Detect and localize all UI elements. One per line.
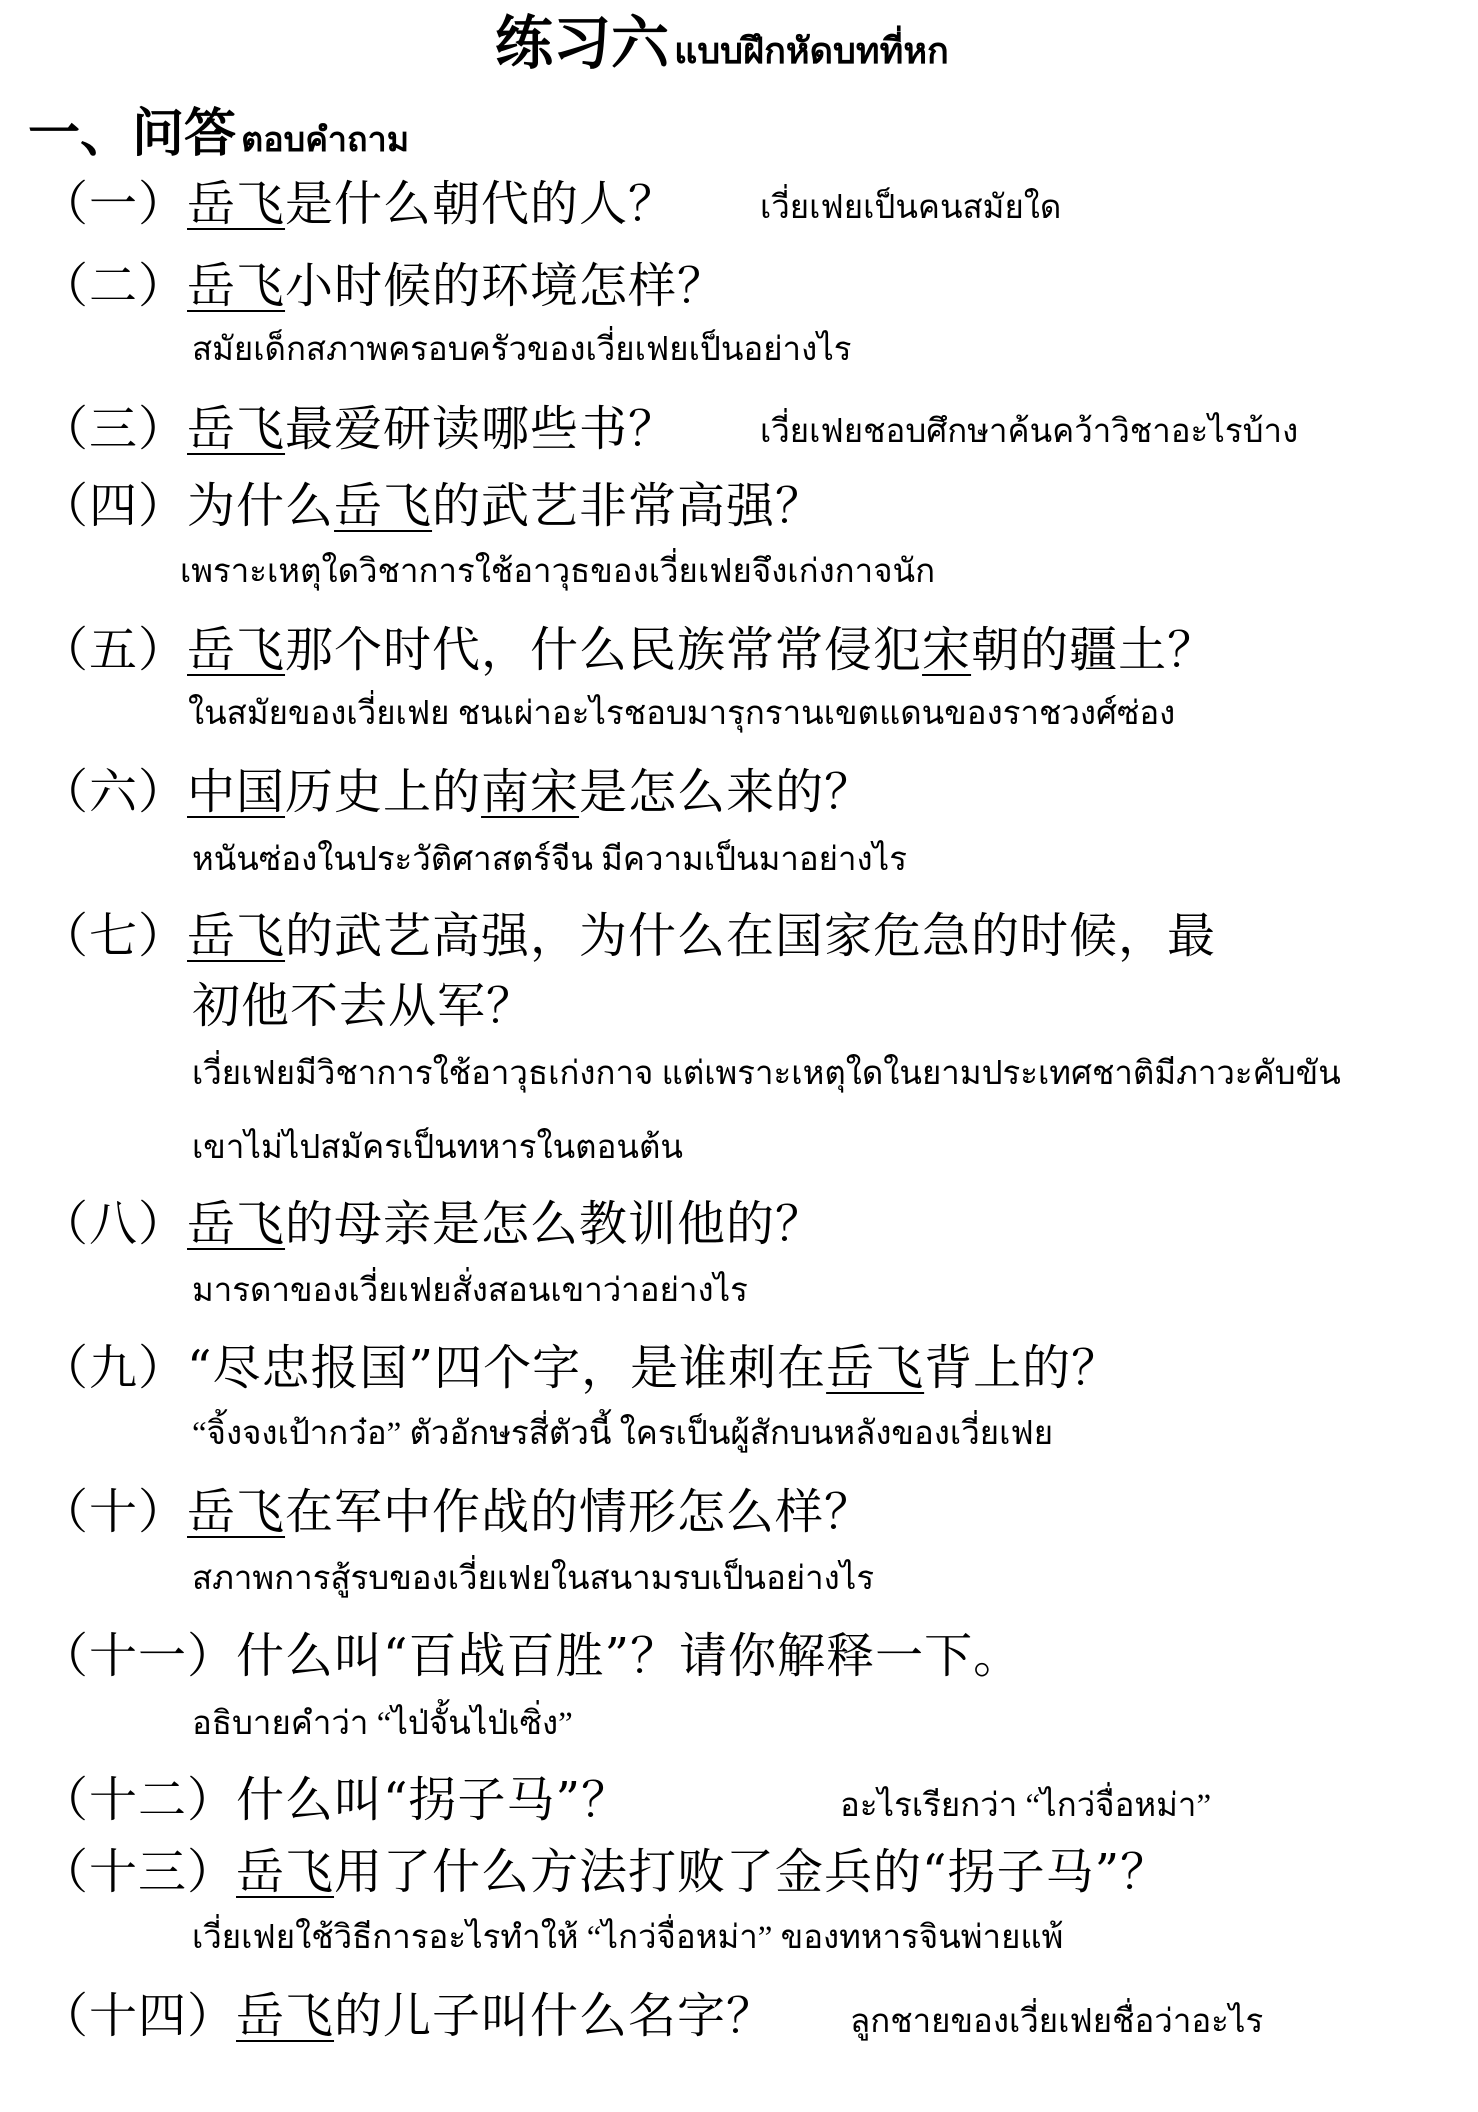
- proper-noun: 岳飞: [187, 908, 286, 964]
- question-text: 的武艺高强，为什么在国家危急的时候，最: [285, 908, 1217, 964]
- question-number: （十二）: [40, 1772, 237, 1828]
- question-text: 历史上的: [285, 764, 482, 820]
- title-chinese: 练习六: [495, 9, 670, 77]
- question-9-thai: “จิ้งจงเป้ากว๋อ” ตัวอักษรสี่ตัวนี้ ใครเป็นผู้สักบนหลังของเวี่ยเฟย: [192, 1416, 1054, 1452]
- question-text: “尽忠报国”四个字，是谁刺在: [187, 1340, 827, 1396]
- question-11-thai: อธิบายคำว่า “ไป่จั้นไป่เซิ่ง”: [192, 1706, 573, 1742]
- question-number: （十）: [40, 1484, 188, 1540]
- question-text: 的儿子叫什么名字？: [334, 1988, 776, 2044]
- proper-noun: 岳飞: [236, 1844, 335, 1900]
- proper-noun: 岳飞: [187, 1484, 286, 1540]
- question-4: [40, 478, 825, 534]
- question-8-thai: มารดาของเวี่ยเฟยสั่งสอนเขาว่าอย่างไร: [192, 1273, 748, 1309]
- question-number: （九）: [40, 1340, 188, 1396]
- question-number: （十一）: [40, 1628, 237, 1684]
- question-14-thai: ลูกชายของเวี่ยเฟยชื่อว่าอะไร: [850, 2004, 1264, 2040]
- question-number: （八）: [40, 1196, 188, 1252]
- question-7: [40, 908, 1217, 964]
- question-10: [40, 1484, 874, 1540]
- question-12: [40, 1772, 631, 1828]
- section-heading: [28, 103, 410, 164]
- question-text: 是怎么来的？: [579, 764, 874, 820]
- question-text: 什么叫“百战百胜”？请你解释一下。: [236, 1628, 1023, 1684]
- question-6: [40, 764, 874, 820]
- question-number: （十四）: [40, 1988, 237, 2044]
- question-text: 背上的？: [924, 1340, 1121, 1396]
- question-1-thai: เวี่ยเฟยเป็นคนสมัยใด: [760, 190, 1062, 226]
- question-number: （一）: [40, 176, 188, 232]
- question-8: [40, 1196, 825, 1252]
- question-number: （五）: [40, 622, 188, 678]
- page-title: [495, 9, 949, 77]
- question-text: 为什么: [187, 478, 335, 534]
- question-2: [40, 258, 727, 314]
- question-7-continuation: 初他不去从军？: [192, 978, 536, 1034]
- proper-noun: 宋: [922, 622, 972, 678]
- question-5-thai: ในสมัยของเวี่ยเฟย ชนเผ่าอะไรชอบมารุกรานเขตแดนของราชวงศ์ซ่อง: [188, 696, 1176, 732]
- question-text: 朝的疆土？: [971, 622, 1217, 678]
- question-7-thai-line2: เขาไม่ไปสมัครเป็นทหารในตอนต้น: [192, 1130, 683, 1166]
- question-text: 的武艺非常高强？: [432, 478, 825, 534]
- question-5: [40, 622, 1217, 678]
- question-text: 什么叫“拐子马”？: [236, 1772, 631, 1828]
- proper-noun: 岳飞: [187, 176, 286, 232]
- question-text: 最爱研读哪些书？: [285, 401, 678, 457]
- proper-noun: 南宋: [481, 764, 580, 820]
- question-14: [40, 1988, 776, 2044]
- question-13-thai: เวี่ยเฟยใช้วิธีการอะไรทำให้ “ไกว่จื่อหม่า” ของทหารจินพ่ายแพ้: [192, 1920, 1064, 1956]
- question-7-thai: เวี่ยเฟยมีวิชาการใช้อาวุธเก่งกาจ แต่เพราะเหตุใดในยามประเทศชาติมีภาวะคับขัน: [192, 1056, 1341, 1092]
- question-number: （六）: [40, 764, 188, 820]
- question-9: [40, 1340, 1121, 1396]
- question-4-thai: เพราะเหตุใดวิชาการใช้อาวุธของเวี่ยเฟยจึงเก่งกาจนัก: [180, 554, 936, 590]
- question-10-thai: สภาพการสู้รบของเวี่ยเฟยในสนามรบเป็นอย่างไร: [192, 1561, 875, 1597]
- question-number: （三）: [40, 401, 188, 457]
- question-text: 那个时代，什么民族常常侵犯: [285, 622, 923, 678]
- question-number: （七）: [40, 908, 188, 964]
- proper-noun: 岳飞: [187, 622, 286, 678]
- question-2-thai: สมัยเด็กสภาพครอบครัวของเวี่ยเฟยเป็นอย่างไร: [192, 332, 852, 368]
- question-3-thai: เวี่ยเฟยชอบศึกษาค้นคว้าวิชาอะไรบ้าง: [760, 414, 1299, 450]
- question-text: 小时候的环境怎样？: [285, 258, 727, 314]
- question-text: 是什么朝代的人？: [285, 176, 678, 232]
- question-number: （二）: [40, 258, 188, 314]
- question-number: （十三）: [40, 1844, 237, 1900]
- question-13: [40, 1844, 1170, 1900]
- proper-noun: 岳飞: [334, 478, 433, 534]
- proper-noun: 中国: [187, 764, 286, 820]
- proper-noun: 岳飞: [187, 258, 286, 314]
- question-text: 在军中作战的情形怎么样？: [285, 1484, 874, 1540]
- question-3: [40, 401, 678, 457]
- question-text: 的母亲是怎么教训他的？: [285, 1196, 825, 1252]
- question-number: （四）: [40, 478, 188, 534]
- proper-noun: 岳飞: [236, 1988, 335, 2044]
- question-1: [40, 176, 678, 232]
- section-heading-chinese: 一、问答: [28, 103, 237, 164]
- question-12-thai: อะไรเรียกว่า “ไกว่จื่อหม่า”: [840, 1788, 1212, 1824]
- title-thai: แบบฝึกหัดบทที่หก: [674, 31, 949, 71]
- question-text: 用了什么方法打败了金兵的“拐子马”？: [334, 1844, 1170, 1900]
- proper-noun: 岳飞: [187, 1196, 286, 1252]
- question-6-thai: หนันซ่องในประวัติศาสตร์จีน มีความเป็นมาอย่างไร: [192, 842, 907, 878]
- question-11: [40, 1628, 1023, 1684]
- proper-noun: 岳飞: [187, 401, 286, 457]
- section-heading-thai: ตอบคำถาม: [241, 122, 410, 159]
- proper-noun: 岳飞: [826, 1340, 925, 1396]
